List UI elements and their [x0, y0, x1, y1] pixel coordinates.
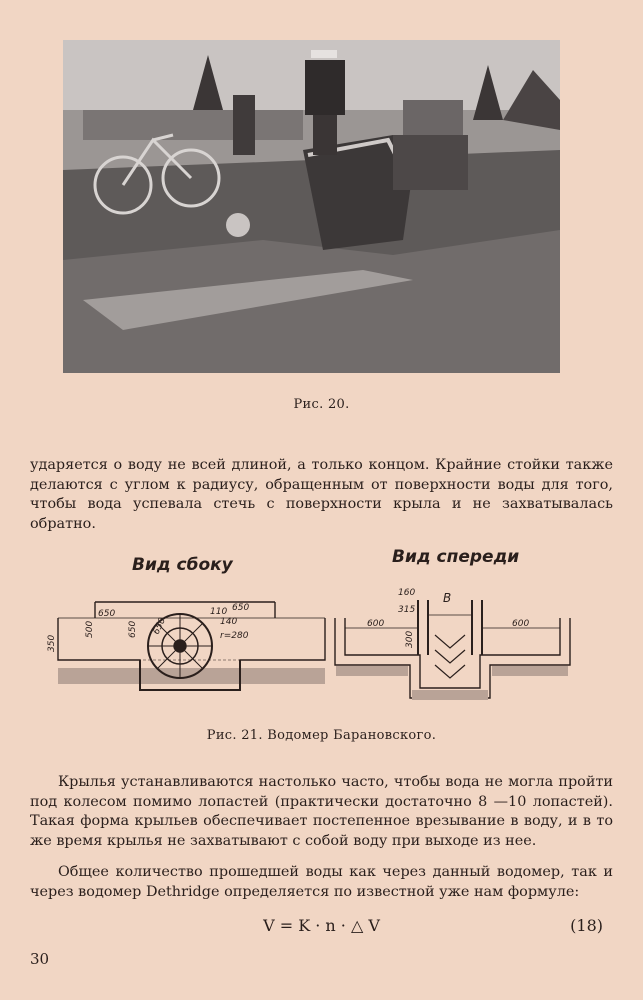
page-number: 30: [30, 950, 50, 968]
paragraph-text: ударяется о воду не всей длиной, а только концом. Крайние стойки также делаются с углом к радиусу, обращенным от поверхности воды для того, чтобы вода успевала стечь с поверхности крыла и не захватывалась обратно.: [30, 457, 613, 532]
figure-20-caption: Рис. 20.: [293, 397, 350, 412]
side-dim-label: 650: [151, 616, 168, 637]
side-dim-label: 110: [210, 607, 228, 617]
side-dim-label: r=280: [220, 631, 249, 641]
side-dim-label: 650: [128, 620, 138, 638]
front-dim-label: B: [443, 591, 452, 605]
paragraph-text: Крылья устанавливаются настолько часто, чтобы вода не могла пройти под колесом помимо лопастей (практически достаточно 8 —10 лопастей). Такая форма крыльев обеспечивает постепенное врезывание в воду, и в то же время крылья не захватывают с собой воду при выходе из нее.: [30, 774, 613, 849]
front-dim-label: 160: [398, 588, 416, 598]
figure-20-photo: [63, 40, 560, 373]
front-view-drawing: [335, 600, 570, 700]
figure-21-caption: Рис. 21. Водомер Барановского.: [206, 728, 437, 743]
front-dim-label: 315: [398, 605, 416, 615]
side-view-label: Вид сбоку: [132, 555, 233, 575]
front-dim-label: 300: [405, 630, 415, 648]
side-dim-label: 140: [220, 617, 238, 627]
paragraph-text: Общее количество прошедшей воды как через данный водомер, так и через водомер Dethridge определяется по известной уже нам формуле:: [30, 864, 613, 900]
front-dim-label: 600: [512, 619, 530, 629]
side-dim-label: 650: [98, 609, 116, 619]
side-dim-label: 350: [47, 634, 57, 652]
formula-row: [30, 916, 613, 938]
side-dim-label: 650: [232, 603, 250, 613]
formula: V = K · n · △ V: [263, 916, 380, 935]
front-view-label: Вид спереди: [392, 547, 520, 567]
equation-number: (18): [570, 916, 603, 935]
figure-21-drawing: [40, 540, 580, 710]
side-dim-label: 500: [85, 620, 95, 638]
front-dim-label: 600: [367, 619, 385, 629]
